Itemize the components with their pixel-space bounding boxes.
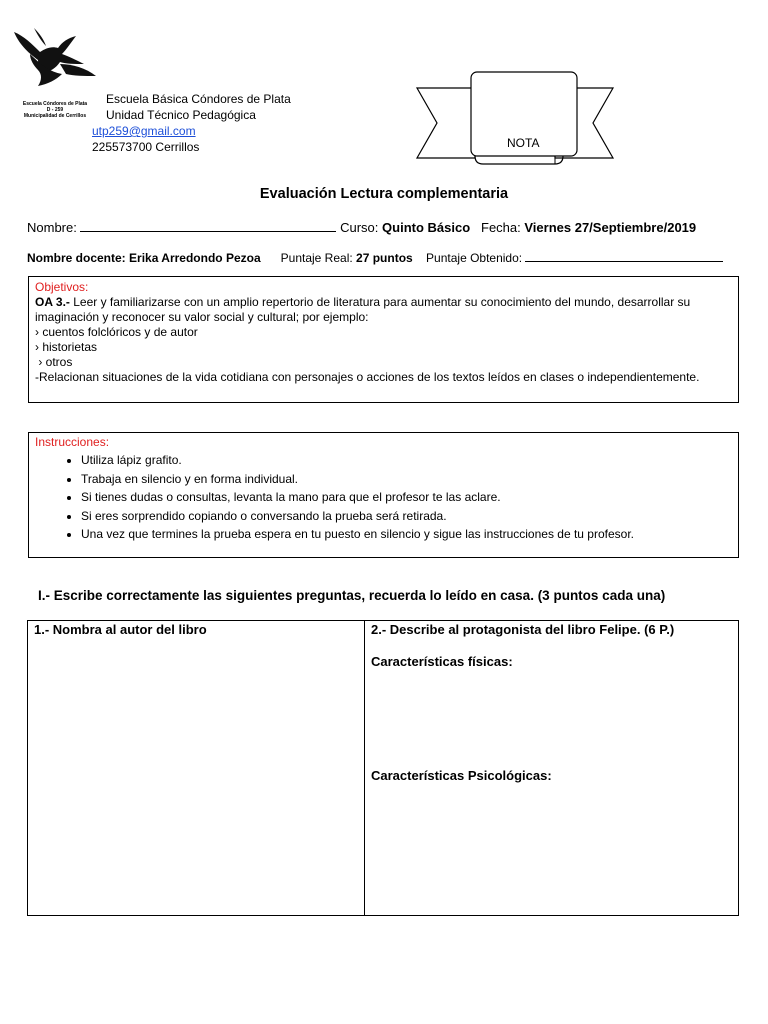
objetivos-text	[35, 295, 732, 325]
email-link[interactable]: utp259@gmail.com	[92, 124, 196, 138]
puntaje-real-label: Puntaje Real:	[280, 251, 353, 265]
question-1: 1.- Nombra al autor del libro	[34, 622, 207, 637]
objetivo-item: › historietas	[35, 340, 98, 354]
school-name: Escuela Básica Cóndores de Plata	[106, 92, 291, 106]
instrucciones-list	[35, 451, 732, 544]
instruccion-item: • Una vez que termines la prueba espera en tu puesto en silencio y sigue las instrucciones de tu profesor.	[81, 525, 732, 544]
question-2: 2.- Describe al protagonista del libro Felipe. (6 P.)	[371, 622, 675, 637]
fecha-label: Fecha:	[481, 220, 521, 235]
school-logo	[10, 24, 100, 119]
questions-table	[27, 620, 739, 916]
puntaje-real-value: 27 puntos	[356, 251, 413, 265]
form-row-1	[27, 219, 696, 235]
objetivo-extra: -Relacionan situaciones de la vida cotidiana con personajes o acciones de los textos leídos en clases o independientemente.	[35, 370, 700, 384]
logo-caption-line: Municipalidad de Cerrillos	[23, 113, 87, 119]
oa-text: Leer y familiarizarse con un amplio repertorio de literatura para aumentar su conocimiento del mundo, desarrollar su imaginación y reconocer su valor social y cultural; por ejemplo:	[35, 295, 691, 324]
page-title: Evaluación Lectura complementaria	[259, 186, 509, 202]
fisicas-label: Características físicas:	[371, 654, 513, 669]
curso-label: Curso:	[340, 220, 379, 235]
ribbon-icon	[415, 70, 615, 170]
instrucciones-box	[28, 432, 739, 558]
fecha-value: Viernes 27/Septiembre/2019	[524, 220, 697, 235]
instruccion-item: • Si tienes dudas o consultas, levanta la mano para que el profesor te las aclare.	[81, 488, 732, 507]
instruccion-item: • Utiliza lápiz grafito.	[81, 451, 732, 470]
contact-info	[92, 123, 199, 155]
nombre-label: Nombre:	[27, 220, 77, 235]
objetivos-heading: Objetivos:	[35, 280, 89, 294]
logo-caption-line: Escuela Cóndores de Plata	[22, 101, 88, 107]
psicologicas-label: Características Psicológicas:	[371, 768, 552, 783]
section-title: I.- Escribe correctamente las siguientes preguntas, recuerda lo leído en casa. (3 puntos cada una)	[38, 588, 666, 603]
nombre-field[interactable]	[80, 219, 336, 232]
instrucciones-heading: Instrucciones:	[35, 435, 110, 449]
school-unit: Unidad Técnico Pedagógica	[106, 107, 256, 122]
form-row-2	[27, 249, 723, 265]
objetivo-item: › cuentos folclóricos y de autor	[35, 325, 198, 339]
puntaje-obtenido-field[interactable]	[525, 249, 723, 262]
logo-caption-line: D - 259	[46, 107, 64, 113]
nota-label: NOTA	[507, 136, 540, 150]
oa-label: OA 3.-	[35, 295, 70, 309]
docente-label: Nombre docente:	[27, 251, 126, 265]
objetivos-box	[28, 276, 739, 403]
instruccion-item: • Si eres sorprendido copiando o conversando la prueba será retirada.	[81, 507, 732, 526]
question-cell-2[interactable]	[365, 621, 738, 915]
objetivo-item: › otros	[35, 355, 73, 369]
docente-value: Erika Arredondo Pezoa	[129, 251, 261, 265]
condor-logo-icon	[10, 24, 100, 96]
school-info	[106, 92, 291, 123]
question-cell-1[interactable]	[28, 621, 365, 915]
instruccion-item: • Trabaja en silencio y en forma individual.	[81, 470, 732, 489]
puntaje-obtenido-label: Puntaje Obtenido:	[426, 251, 523, 265]
phone-city: 225573700 Cerrillos	[92, 140, 200, 154]
curso-value: Quinto Básico	[382, 220, 471, 235]
nota-banner	[415, 70, 615, 170]
